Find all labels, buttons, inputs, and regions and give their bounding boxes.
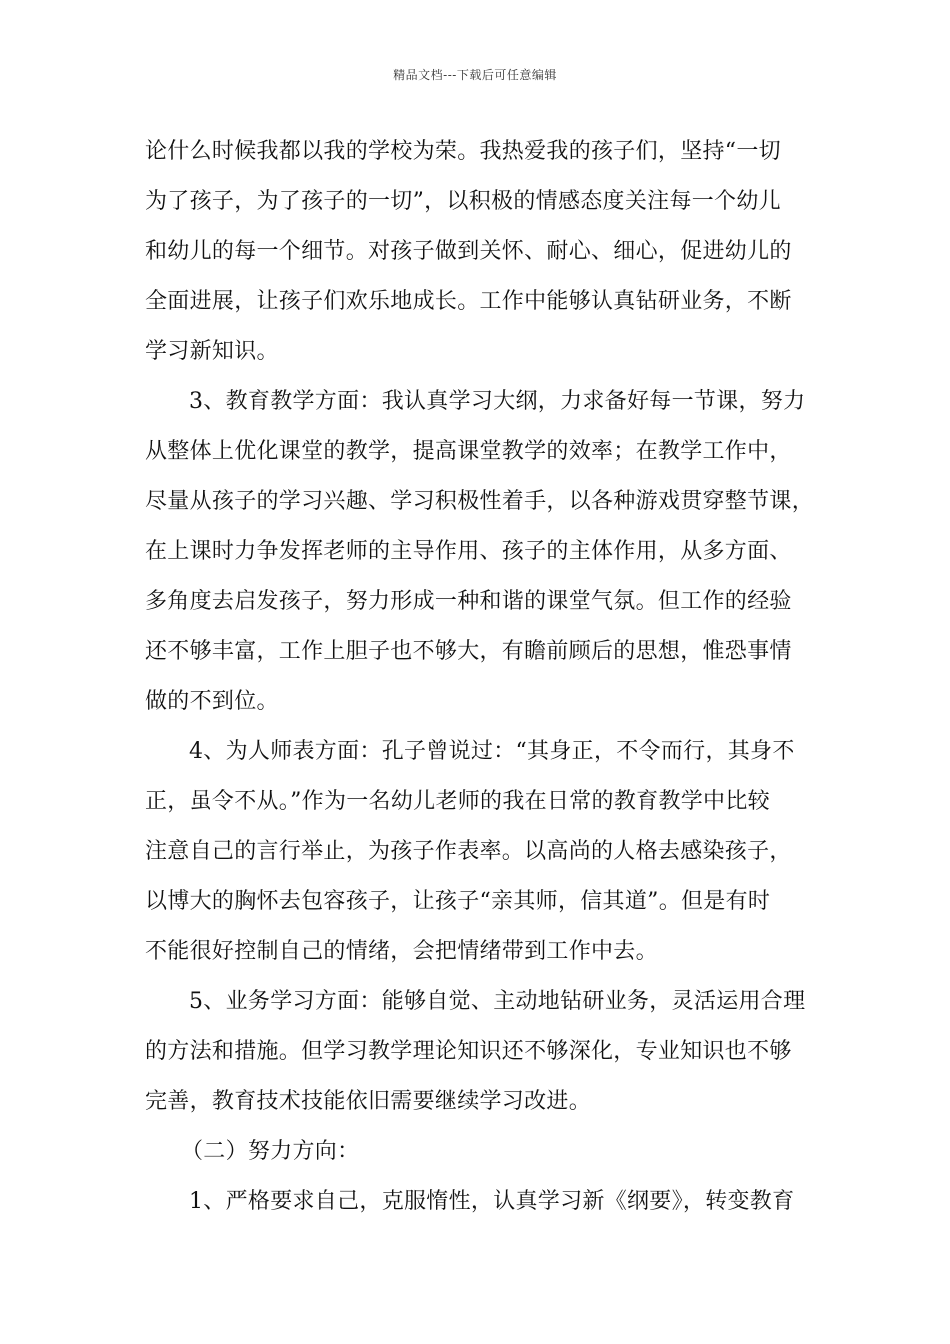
text-line: 从整体上优化课堂的教学，提高课堂教学的效率；在教学工作中，	[145, 439, 792, 464]
page-header: 精品文档---下载后可任意编辑	[393, 68, 557, 82]
text-line: 注意自己的言行举止，为孩子作表率。以高尚的人格去感染孩子，	[145, 839, 792, 864]
text-line: 为了孩子，为了孩子的一切”，以积极的情感态度关注每一个幼儿	[145, 189, 781, 214]
text-line: 做的不到位。	[145, 689, 279, 714]
text-line: 在上课时力争发挥老师的主导作用、孩子的主体作用，从多方面、	[145, 539, 792, 564]
text-line: 尽量从孩子的学习兴趣、学习积极性着手，以各种游戏贯穿整节课，	[145, 489, 815, 514]
text-line: 学习新知识。	[145, 339, 279, 364]
document-body	[145, 127, 821, 1227]
text-line: 和幼儿的每一个细节。对孩子做到关怀、耐心、细心，促进幼儿的	[145, 239, 792, 264]
paragraph-start: 5、业务学习方面：能够自觉、主动地钻研业务，灵活运用合理	[189, 989, 806, 1014]
text-line: 正，虽令不从。”作为一名幼儿老师的我在日常的教育教学中比较	[145, 789, 770, 814]
text-line: 还不够丰富，工作上胆子也不够大，有瞻前顾后的思想，惟恐事情	[145, 639, 792, 664]
paragraph-start: 4、为人师表方面：孔子曾说过：“其身正，不令而行，其身不	[189, 739, 795, 764]
paragraph-start: 1、严格要求自己，克服惰性，认真学习新《纲要》，转变教育	[189, 1189, 795, 1214]
text-line: 多角度去启发孩子，努力形成一种和谐的课堂气氛。但工作的经验	[145, 589, 792, 614]
text-line: 的方法和措施。但学习教学理论知识还不够深化，专业知识也不够	[145, 1039, 792, 1064]
text-line: 全面进展，让孩子们欢乐地成长。工作中能够认真钻研业务，不断	[145, 289, 792, 314]
text-line: 论什么时候我都以我的学校为荣。我热爱我的孩子们，坚持“一切	[145, 139, 781, 164]
text-line: 完善，教育技术技能依旧需要继续学习改进。	[145, 1089, 592, 1114]
paragraph-start: 3、教育教学方面：我认真学习大纲，力求备好每一节课，努力	[189, 389, 806, 414]
section-heading: （二）努力方向：	[181, 1139, 360, 1164]
text-line: 不能很好控制自己的情绪，会把情绪带到工作中去。	[145, 939, 658, 964]
text-line: 以博大的胸怀去包容孩子，让孩子“亲其师，信其道”。但是有时	[145, 889, 771, 914]
